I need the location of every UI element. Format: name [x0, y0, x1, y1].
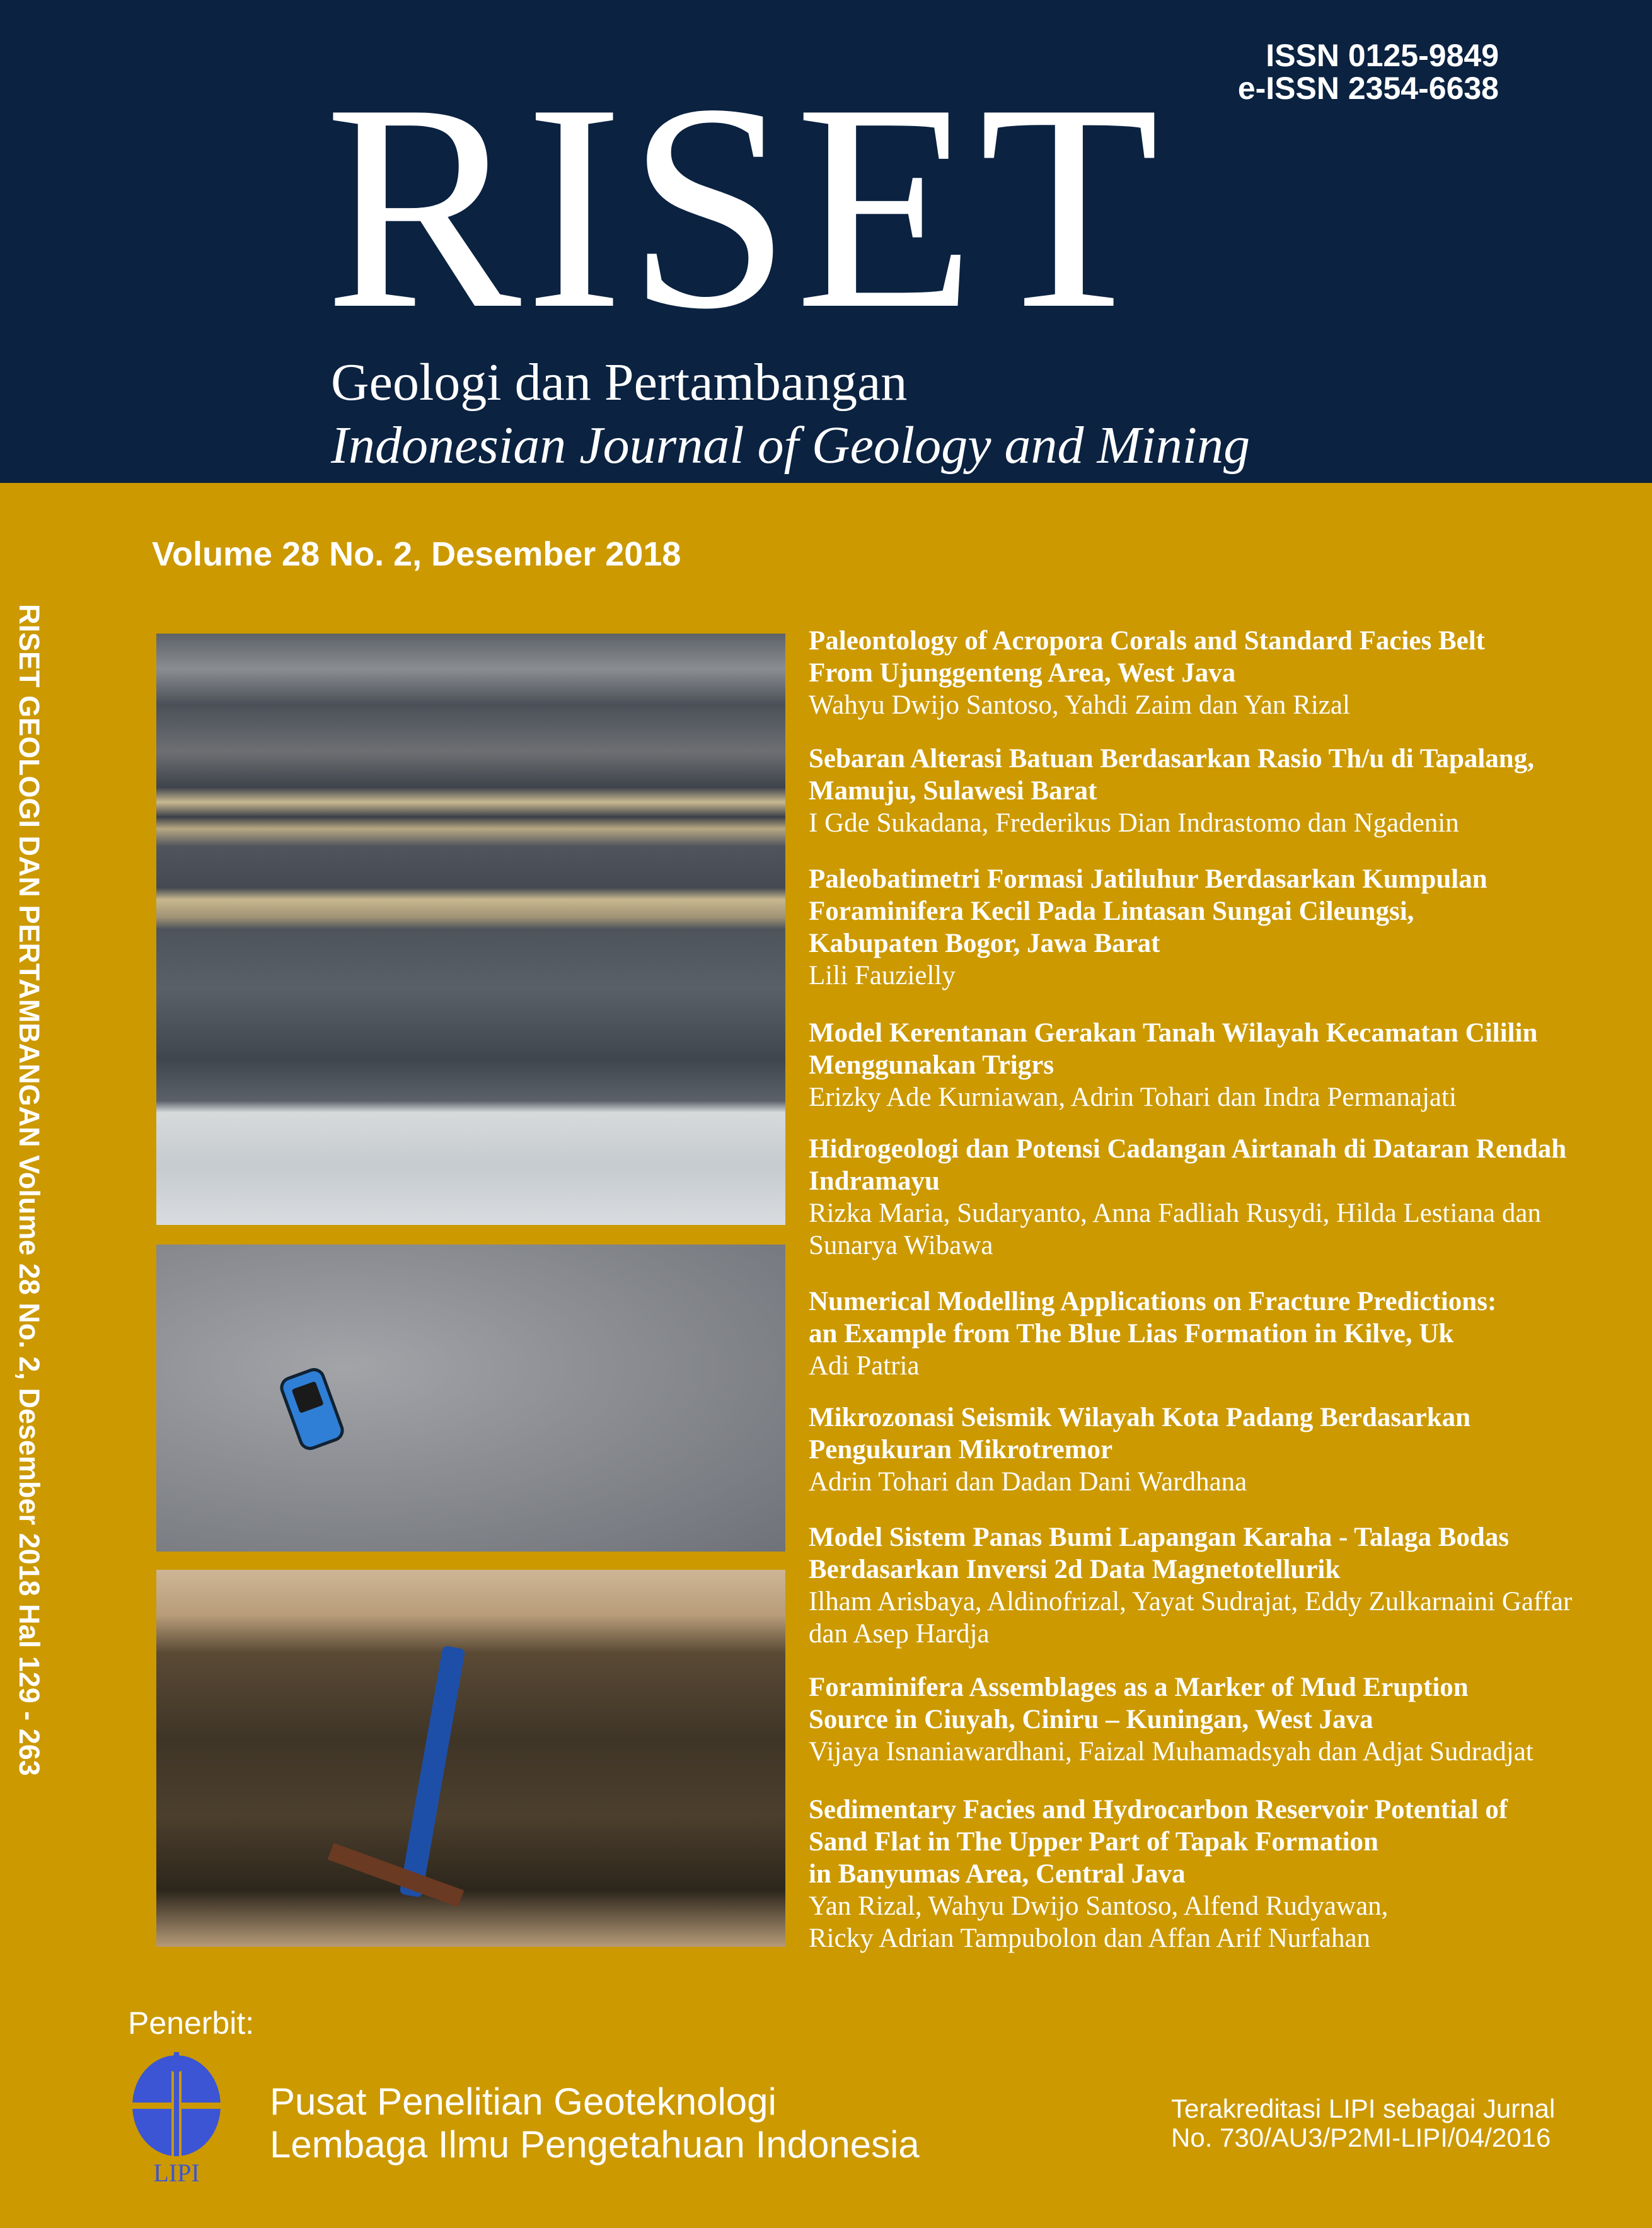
article-entry — [809, 1017, 1641, 1113]
article-authors-line: Rizka Maria, Sudaryanto, Anna Fadliah Rusydi, Hilda Lestiana dan — [809, 1198, 1541, 1228]
article-title-line: Hidrogeologi dan Potensi Cadangan Airtanah di Dataran Rendah — [809, 1134, 1567, 1164]
article-entry — [809, 1794, 1641, 1954]
article-title-line: From Ujunggenteng Area, West Java — [809, 658, 1236, 688]
photo-rock-surface-gps — [156, 1245, 785, 1552]
article-authors-line: I Gde Sukadana, Frederikus Dian Indrastomo dan Ngadenin — [809, 808, 1459, 838]
spine-text — [11, 604, 47, 2010]
photo-rock-layers — [156, 634, 785, 1225]
volume-issue: Volume 28 No. 2, Desember 2018 — [152, 535, 681, 573]
article-title-line: Source in Ciuyah, Ciniru – Kuningan, West Java — [809, 1705, 1373, 1734]
article-authors-line: Lili Fauzielly — [809, 961, 956, 990]
article-entry — [809, 1401, 1641, 1498]
issn: ISSN 0125-9849 — [1266, 38, 1499, 73]
article-title-line: Sand Flat in The Upper Part of Tapak Formation — [809, 1827, 1378, 1857]
article-title-line: Sedimentary Facies and Hydrocarbon Reservoir Potential of — [809, 1795, 1508, 1825]
article-authors-line: Yan Rizal, Wahyu Dwijo Santoso, Alfend Rudyawan, — [809, 1891, 1389, 1921]
article-title-line: Model Sistem Panas Bumi Lapangan Karaha - Talaga Bodas — [809, 1523, 1510, 1552]
article-title-line: Paleontology of Acropora Corals and Standard Facies Belt — [809, 626, 1485, 656]
article-title-line: Model Kerentanan Gerakan Tanah Wilayah Kecamatan Cililin — [809, 1018, 1538, 1048]
gps-device-icon — [277, 1365, 347, 1453]
hammer-head-icon — [328, 1843, 464, 1907]
article-entry — [809, 1521, 1641, 1650]
issn-block — [1238, 39, 1499, 105]
accreditation-line-2: No. 730/AU3/P2MI-LIPI/04/2016 — [1171, 2123, 1551, 2152]
article-title-line: Paleobatimetri Formasi Jatiluhur Berdasarkan Kumpulan — [809, 864, 1487, 894]
article-authors-line: Adi Patria — [809, 1351, 920, 1381]
article-entry — [809, 863, 1641, 992]
publisher-name — [270, 2080, 920, 2166]
gps-screen — [292, 1381, 324, 1413]
spine-label: RISET GEOLOGI DAN PERTAMBANGAN Volume 28 No. 2, Desember 2018 Hal 129 - 263 — [13, 604, 45, 1776]
photo-outcrop-hammer — [156, 1570, 785, 1947]
article-entry — [809, 625, 1641, 721]
article-title-line: Menggunakan Trigrs — [809, 1050, 1054, 1080]
hammer-handle-icon — [400, 1645, 466, 1898]
lipi-logo-text: LIPI — [153, 2159, 200, 2184]
article-authors-line: Vijaya Isnaniawardhani, Faizal Muhamadsyah dan Adjat Sudradjat — [809, 1737, 1534, 1767]
article-authors-line: Ilham Arisbaya, Aldinofrizal, Yayat Sudrajat, Eddy Zulkarnaini Gaffar — [809, 1587, 1573, 1616]
accreditation-line-1: Terakreditasi LIPI sebagai Jurnal — [1171, 2094, 1556, 2123]
article-entry — [809, 1285, 1641, 1382]
article-title-line: Pengukuran Mikrotremor — [809, 1435, 1113, 1465]
article-title-line: Kabupaten Bogor, Jawa Barat — [809, 929, 1160, 958]
publisher-line-2: Lembaga Ilmu Pengetahuan Indonesia — [270, 2123, 920, 2166]
article-title-line: Sebaran Alterasi Batuan Berdasarkan Rasio Th/u di Tapalang, — [809, 744, 1534, 774]
publisher-line-1: Pusat Penelitian Geoteknologi — [270, 2080, 777, 2123]
article-entry — [809, 1133, 1641, 1262]
article-authors-line: Sunarya Wibawa — [809, 1231, 993, 1260]
article-authors-line: dan Asep Hardja — [809, 1619, 990, 1649]
article-authors-line: Wahyu Dwijo Santoso, Yahdi Zaim dan Yan Rizal — [809, 690, 1350, 720]
article-title-line: Berdasarkan Inversi 2d Data Magnetotellurik — [809, 1555, 1341, 1584]
accreditation-note — [1171, 2094, 1555, 2152]
article-title-line: Mamuju, Sulawesi Barat — [809, 776, 1097, 806]
cover-header-band — [0, 0, 1652, 483]
lipi-logo-icon — [129, 2052, 224, 2184]
article-authors-line: Erizky Ade Kurniawan, Adrin Tohari dan Indra Permanajati — [809, 1082, 1457, 1112]
journal-subtitle: Geologi dan Pertambangan — [331, 353, 908, 412]
article-title-line: Indramayu — [809, 1166, 940, 1196]
article-authors-line: Ricky Adrian Tampubolon dan Affan Arif Nurfahan — [809, 1923, 1371, 1953]
article-title-line: an Example from The Blue Lias Formation in Kilve, Uk — [809, 1319, 1454, 1349]
eissn: e-ISSN 2354-6638 — [1237, 71, 1499, 106]
article-title-line: Foraminifera Kecil Pada Lintasan Sungai Cileungsi, — [809, 896, 1414, 926]
article-entry — [809, 743, 1641, 839]
article-authors-line: Adrin Tohari dan Dadan Dani Wardhana — [809, 1467, 1247, 1497]
journal-title: RISET — [325, 44, 1164, 370]
article-title-line: Numerical Modelling Applications on Fracture Predictions: — [809, 1287, 1497, 1316]
article-title-line: Foraminifera Assemblages as a Marker of Mud Eruption — [809, 1673, 1469, 1702]
journal-subtitle-english: Indonesian Journal of Geology and Mining — [331, 416, 1251, 475]
article-title-line: Mikrozonasi Seismik Wilayah Kota Padang Berdasarkan — [809, 1403, 1471, 1432]
article-entry — [809, 1671, 1641, 1768]
article-title-line: in Banyumas Area, Central Java — [809, 1859, 1186, 1889]
publisher-label: Penerbit: — [128, 2005, 255, 2041]
